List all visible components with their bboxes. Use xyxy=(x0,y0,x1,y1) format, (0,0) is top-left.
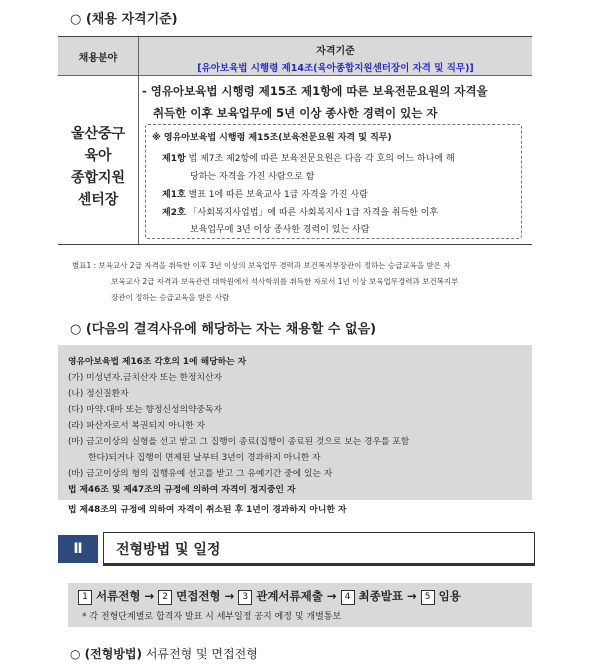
disq-item-cont: 한다)되거나 집행이 면제된 날부터 3년이 경과하지 아니한 자 xyxy=(88,453,321,463)
disq-bold-line: 법 제46조 및 제47조의 규정에 의하여 자격이 정지중인 자 xyxy=(68,485,296,495)
steps-line xyxy=(78,588,461,605)
step-label: 관계서류제출 xyxy=(256,589,323,603)
regulation-note-box xyxy=(145,124,522,239)
field-line: 울산중구 xyxy=(70,126,126,142)
criteria-reference: [유아보육법 시행령 제14조(육아종합지원센터장이 자격 및 직무)] xyxy=(197,63,474,74)
section-title-qualifications: ○ (채용 자격기준) xyxy=(70,12,178,27)
regulation-label: 제1호 xyxy=(162,190,186,200)
method-label: ○ (전형방법) xyxy=(70,647,142,661)
disq-item: (라) 파산자로서 복권되지 아니한 자 xyxy=(68,421,206,431)
step-number: 1 xyxy=(78,590,92,605)
regulation-text: 「사회복지사업법」에 따른 사회복지사 1급 자격을 취득한 이후 xyxy=(188,208,439,218)
regulation-label: 제2호 xyxy=(162,208,186,218)
step-number: 5 xyxy=(421,590,435,605)
regulation-text-cont: 당하는 자격을 가진 사람으로 함 xyxy=(190,172,315,182)
disq-item: (바) 금고이상의 형의 집행유예 선고를 받고 그 유예기간 중에 있는 자 xyxy=(68,469,333,479)
disq-item: (가) 미성년자.금치산자 또는 한정치산자 xyxy=(68,373,223,383)
table-divider-vertical xyxy=(138,37,139,244)
selection-method xyxy=(70,645,258,662)
field-name xyxy=(58,123,138,211)
part-title: 전형방법 및 일정 xyxy=(116,542,221,558)
field-line: 종합지원 xyxy=(70,170,126,186)
table-header-criteria xyxy=(139,37,532,75)
arrow-icon: → xyxy=(326,589,337,603)
regulation-item-1 xyxy=(162,187,368,200)
step-label: 면접전형 xyxy=(176,589,221,603)
regulation-text: 법 제7조 제2항에 따른 보육전문요원은 다음 각 호의 어느 하나에 해 xyxy=(188,154,455,164)
step-label: 서류전형 xyxy=(96,589,141,603)
disq-bold-line: 법 제48조의 규정에 의하여 자격이 취소된 후 1년이 경과하지 아니한 자 xyxy=(68,505,347,515)
disq-item: (나) 정신질환자 xyxy=(68,389,129,399)
step-number: 4 xyxy=(341,590,355,605)
step-number: 3 xyxy=(238,590,252,605)
regulation-text: 별표 1에 따른 보육교사 1급 자격을 가진 사람 xyxy=(188,190,368,200)
regulation-text-cont: 보육업무에 3년 이상 종사한 경력이 있는 사람 xyxy=(190,225,370,235)
steps-note: * 각 전형단계별로 합격자 발표 시 세부일정 공지 예정 및 개별통보 xyxy=(82,612,342,622)
footnote-line-2: 보육교사 2급 자격과 보육관련 대학원에서 석사학위를 취득한 자로서 1년 이상 보육업무경력과 보건복지부 xyxy=(111,277,459,286)
disq-heading: 영유아보육법 제16조 각호의 1에 해당하는 자 xyxy=(68,357,247,367)
selection-steps-box xyxy=(68,583,532,627)
requirement-line-2: 취득한 이후 보육업무에 5년 이상 종사한 경력이 있는 자 xyxy=(153,106,438,120)
footnote-line-1: 별표1 : 보육교사 2급 자격을 취득한 이후 3년 이상의 보육업무 경력과 보건복지부장관이 정하는 승급교육을 받은 자 xyxy=(72,261,451,270)
footnote-line-3: 장관이 정하는 승급교육을 받은 사람 xyxy=(111,293,230,302)
step-number: 2 xyxy=(158,590,172,605)
regulation-title: ※ 영유아보육법 시행령 제15조(보육전문요원 자격 및 직무) xyxy=(152,133,392,143)
regulation-label: 제1항 xyxy=(162,154,186,164)
regulation-paragraph-1 xyxy=(162,151,455,164)
field-line: 육아 xyxy=(84,148,112,164)
arrow-icon: → xyxy=(224,589,235,603)
step-label: 최종발표 xyxy=(358,589,403,603)
arrow-icon: → xyxy=(144,589,155,603)
disq-item: (마) 금고이상의 실형을 선고 받고 그 집행이 종료(집행이 종료된 것으로 보는 경우를 포함 xyxy=(68,437,410,447)
field-line: 센터장 xyxy=(77,192,119,208)
step-label: 임용 xyxy=(438,589,461,603)
table-header-field: 채용분야 xyxy=(58,37,138,75)
part-title-box xyxy=(103,532,535,566)
regulation-item-2 xyxy=(162,205,438,218)
requirement-line-1: - 영유아보육법 시행령 제15조 제1항에 따른 보육전문요원의 자격을 xyxy=(142,84,488,98)
part-number-badge: Ⅱ xyxy=(58,535,98,563)
arrow-icon: → xyxy=(407,589,417,603)
table-divider-horizontal xyxy=(58,75,532,76)
disq-item: (다) 마약.대마 또는 향정신성의약중독자 xyxy=(68,405,223,415)
section-title-disqualification: ○ (다음의 결격사유에 해당하는 자는 채용할 수 없음) xyxy=(70,322,377,337)
method-text: 서류전형 및 면접전형 xyxy=(145,647,258,661)
criteria-heading: 자격기준 xyxy=(316,46,355,57)
disqualification-box xyxy=(58,345,532,500)
